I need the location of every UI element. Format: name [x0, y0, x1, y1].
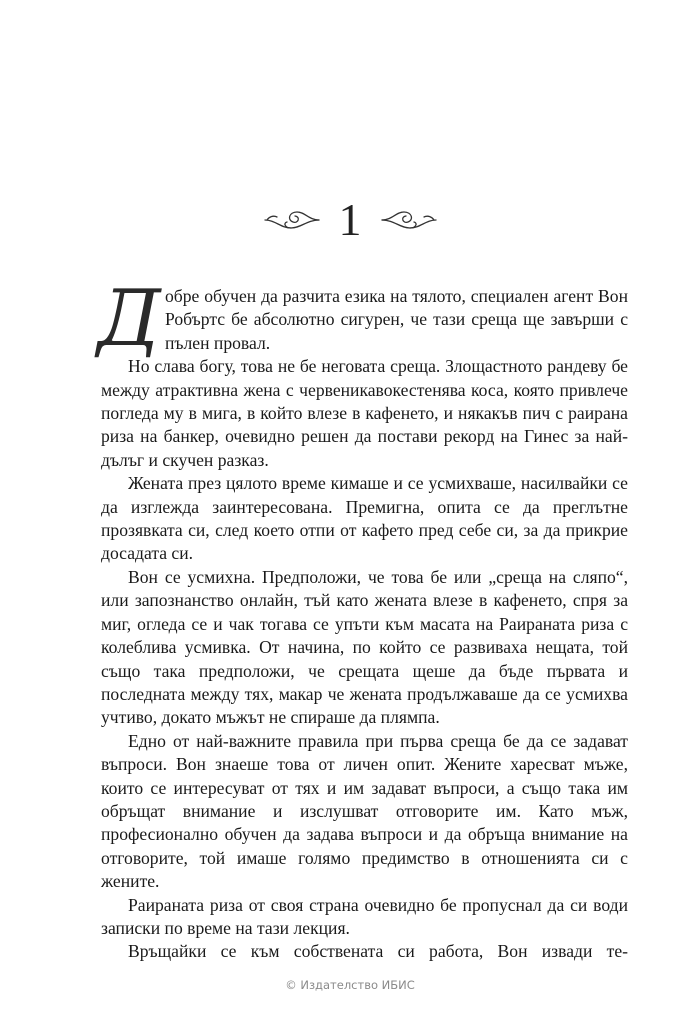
paragraph-7: Връщайки се към собствената си работа, Вон извади те- [128, 941, 628, 962]
right-flourish-icon [380, 207, 440, 233]
paragraph-5: Едно от най-важните правила при първа среща бе да се задават въпроси. Вон знаеше това от личен опит. Жените харесват мъже, които се интересуват от тях и им задават въпроси, а също така им обръщат внимание и изслушват отговорите им. Като мъж, професионално обучен да задава въпроси и да обръща внимание на отговорите, той имаше голямо предимство в отношенията си с жените. [101, 730, 628, 892]
paragraph-1 [97, 274, 628, 364]
paragraph-2: Но слава богу, това не бе неговата среща. Злощастното рандеву бе между атрактивна жена с червеникавокестенява коса, която привлече погледа му в мига, в който влезе в кафенето, и някакъв пич с раирана риза на банкер, очевидно решен да постави рекорд на Гинес за най-дълъг и скучен разказ. [101, 356, 628, 470]
chapter-text [97, 274, 628, 964]
chapter-number: 1 [338, 194, 362, 245]
paragraph-3: Жената през цялото време кимаше и се усмихваше, насилвайки се да изглежда заинтересована. Премигна, опита се да преглътне прозявката си, след което отпи от кафето пред себе си, за да прикрие досадата си. [101, 473, 628, 564]
left-flourish-icon [261, 207, 321, 233]
paragraph-4: Вон се усмихна. Предположи, че това бе или „среща на сляпо“, или запознанство онлайн, тъй като жената влезе в кафенето, спря за миг, огледа се и чак тогава се упъти към масата на Раираната риза с колеблива усмивка. От начина, по който се развиваха нещата, той също така предположи, че срещата щеше да бъде първата и последната между тях, макар че жената продължаваше да се усмихва учтиво, докато мъжът не спираше да плямпа. [101, 566, 628, 728]
copyright-footer: © Издателство ИБИС [285, 978, 415, 992]
drop-cap: Д [97, 274, 161, 364]
chapter-heading [0, 192, 700, 248]
paragraph-6: Раираната риза от своя страна очевидно бе пропуснал да си води записки по време на тази лекция. [101, 894, 628, 938]
paragraph-1-text: обре обучен да разчита езика на тялото, специален агент Вон Робъртс бе абсолютно сигурен, че тази среща ще завърши с пълен провал. [165, 286, 628, 353]
